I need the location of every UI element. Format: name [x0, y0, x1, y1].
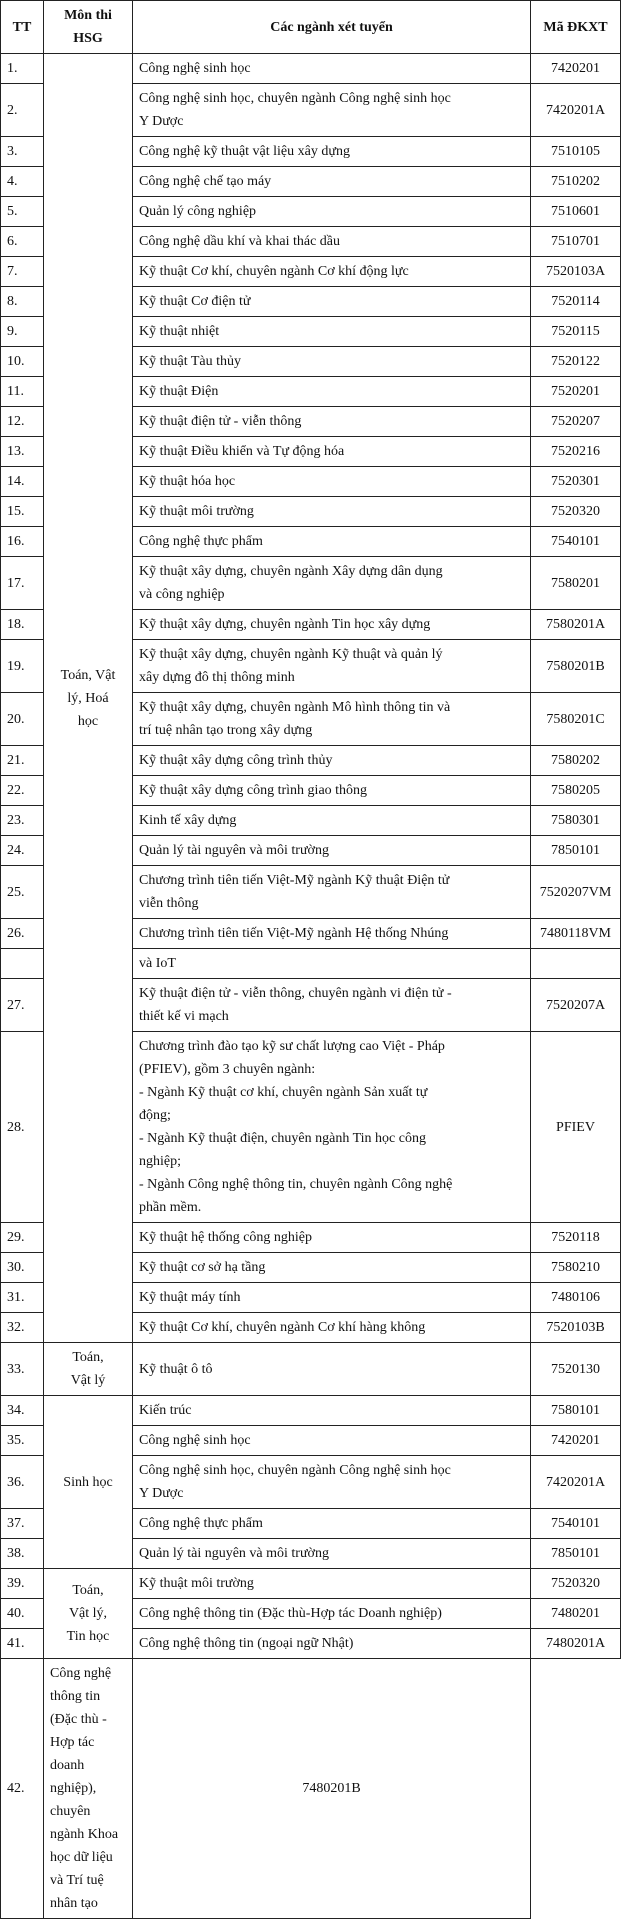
- major-line: Kỹ thuật hóa học: [139, 474, 236, 489]
- major-cell: [133, 1599, 531, 1629]
- code-cell: 7520130: [531, 1343, 621, 1396]
- major-line: Kỹ thuật điện tử - viễn thông: [139, 414, 302, 429]
- major-line: Kỹ thuật nhiệt: [139, 324, 220, 339]
- major-cell: [133, 746, 531, 776]
- major-line: Quản lý công nghiệp: [139, 204, 257, 219]
- major-line: Kỹ thuật ô tô: [139, 1361, 213, 1377]
- major-line: Kỹ thuật xây dựng công trình giao thông: [139, 783, 368, 798]
- code-cell: 7510601: [531, 197, 621, 227]
- major-line: Chương trình đào tạo kỹ sư chất lượng cao Việt - Pháp: [139, 1039, 445, 1054]
- row-number: 31.: [1, 1283, 44, 1313]
- major-line: thiết kế vi mạch: [139, 1009, 229, 1024]
- major-cell: [133, 137, 531, 167]
- row-number: 8.: [1, 287, 44, 317]
- subject-line: Toán,: [72, 1583, 104, 1598]
- row-number: 39.: [1, 1569, 44, 1599]
- row-number: 41.: [1, 1629, 44, 1659]
- major-line: Công nghệ thực phẩm: [139, 534, 263, 549]
- code-cell: 7420201: [531, 1426, 621, 1456]
- table-row: [1, 1396, 621, 1426]
- major-cell: [133, 1509, 531, 1539]
- major-cell: [133, 84, 531, 137]
- major-line: Kỹ thuật Điện: [139, 384, 219, 399]
- major-cell: [133, 54, 531, 84]
- row-number: 36.: [1, 1456, 44, 1509]
- code-cell: 7580210: [531, 1253, 621, 1283]
- subject-line: Tin học: [66, 1629, 110, 1644]
- row-number: 1.: [1, 54, 44, 84]
- row-number: 3.: [1, 137, 44, 167]
- subject-line: lý, Hoá: [67, 690, 109, 706]
- row-number: 28.: [1, 1032, 44, 1223]
- major-line: Y Dược: [139, 1486, 184, 1501]
- major-cell: [133, 1283, 531, 1313]
- major-line: Kỹ thuật xây dựng, chuyên ngành Kỹ thuật và quản lý: [139, 647, 443, 662]
- major-line: - Ngành Công nghệ thông tin, chuyên ngành Công nghệ: [139, 1177, 453, 1192]
- code-cell: 7520320: [531, 1569, 621, 1599]
- code-cell: [531, 949, 621, 979]
- major-line: Chương trình tiên tiến Việt-Mỹ ngành Hệ thống Nhúng: [139, 926, 449, 941]
- major-line: Kỹ thuật xây dựng, chuyên ngành Mô hình thông tin và: [139, 700, 451, 715]
- row-number: 23.: [1, 806, 44, 836]
- major-cell: [133, 467, 531, 497]
- major-line: và công nghiệp: [139, 587, 225, 602]
- major-cell: [133, 1426, 531, 1456]
- major-line: Công nghệ sinh học, chuyên ngành Công nghệ sinh học: [139, 91, 451, 106]
- code-cell: 7520103A: [531, 257, 621, 287]
- major-cell: [133, 527, 531, 557]
- subject-cell: [44, 1343, 133, 1396]
- major-line: Kỹ thuật Cơ khí, chuyên ngành Cơ khí hàng không: [139, 1320, 426, 1335]
- header-subject: [44, 1, 133, 54]
- subject-cell: [44, 1569, 133, 1659]
- header-subject-line: Môn thi: [64, 8, 112, 23]
- code-cell: 7480201A: [531, 1629, 621, 1659]
- major-line: Y Dược: [139, 114, 184, 129]
- row-number: 7.: [1, 257, 44, 287]
- code-cell: 7520207: [531, 407, 621, 437]
- row-number: 32.: [1, 1313, 44, 1343]
- table-row: [1, 1343, 621, 1396]
- major-cell: [133, 776, 531, 806]
- major-cell: [133, 1569, 531, 1599]
- code-cell: 7420201A: [531, 1456, 621, 1509]
- major-cell: [133, 836, 531, 866]
- code-cell: 7580201A: [531, 610, 621, 640]
- major-line: Công nghệ sinh học: [139, 61, 251, 76]
- major-line: Quản lý tài nguyên và môi trường: [139, 843, 329, 858]
- major-cell: [133, 1223, 531, 1253]
- major-cell: [133, 1343, 531, 1396]
- major-cell: [133, 257, 531, 287]
- code-cell: 7580205: [531, 776, 621, 806]
- major-cell: [133, 557, 531, 610]
- code-cell: 7480201B: [133, 1659, 531, 1919]
- subject-cell: [44, 1396, 133, 1569]
- code-cell: 7520201: [531, 377, 621, 407]
- major-cell: [133, 1032, 531, 1223]
- row-number: 42.: [1, 1659, 44, 1919]
- code-cell: 7520301: [531, 467, 621, 497]
- major-line: Kỹ thuật Cơ điện tử: [139, 294, 251, 309]
- code-cell: 7580301: [531, 806, 621, 836]
- major-line: Kỹ thuật môi trường: [139, 504, 254, 519]
- major-line: Kỹ thuật Cơ khí, chuyên ngành Cơ khí động lực: [139, 264, 409, 279]
- subject-line: Sinh học: [63, 1474, 113, 1490]
- table-row: [1, 1659, 621, 1919]
- major-line: Kỹ thuật môi trường: [139, 1576, 254, 1591]
- code-cell: PFIEV: [531, 1032, 621, 1223]
- row-number: 13.: [1, 437, 44, 467]
- major-cell: [133, 693, 531, 746]
- major-cell: [133, 317, 531, 347]
- major-cell: [133, 167, 531, 197]
- major-line: Công nghệ kỹ thuật vật liệu xây dựng: [139, 144, 350, 159]
- major-cell: [133, 197, 531, 227]
- header-row: [1, 1, 621, 54]
- major-line: Công nghệ thông tin (Đặc thù - Hợp tác doanh nghiệp),: [50, 1666, 112, 1796]
- major-line: Kinh tế xây dựng: [139, 813, 237, 828]
- major-line: Chương trình tiên tiến Việt-Mỹ ngành Kỹ thuật Điện tử: [139, 873, 450, 888]
- row-number: 34.: [1, 1396, 44, 1426]
- major-line: Kỹ thuật máy tính: [139, 1290, 241, 1305]
- major-cell: [133, 979, 531, 1032]
- major-line: Công nghệ chế tạo máy: [139, 174, 272, 189]
- major-line: - Ngành Kỹ thuật cơ khí, chuyên ngành Sản xuất tự: [139, 1085, 428, 1100]
- row-number: 38.: [1, 1539, 44, 1569]
- code-cell: 7520118: [531, 1223, 621, 1253]
- subject-cell: [44, 54, 133, 1343]
- code-cell: 7520122: [531, 347, 621, 377]
- code-cell: 7520320: [531, 497, 621, 527]
- row-number: 19.: [1, 640, 44, 693]
- major-line: (PFIEV), gồm 3 chuyên ngành:: [139, 1062, 316, 1077]
- major-cell: [133, 1629, 531, 1659]
- row-number: 10.: [1, 347, 44, 377]
- code-cell: 7540101: [531, 1509, 621, 1539]
- code-cell: 7510105: [531, 137, 621, 167]
- major-line: nghiệp;: [139, 1154, 181, 1169]
- header-tt: TT: [1, 1, 44, 54]
- major-cell: [133, 437, 531, 467]
- major-line: viễn thông: [139, 896, 199, 911]
- row-number: 26.: [1, 919, 44, 949]
- row-number: 33.: [1, 1343, 44, 1396]
- major-line: Kỹ thuật xây dựng, chuyên ngành Xây dựng dân dụng: [139, 564, 443, 579]
- major-cell: [133, 287, 531, 317]
- major-line: chuyên ngành Khoa học dữ liệu và Trí tuệ nhân tạo: [50, 1804, 119, 1911]
- major-line: Kỹ thuật Tàu thủy: [139, 354, 242, 369]
- major-cell: [133, 497, 531, 527]
- code-cell: 7580202: [531, 746, 621, 776]
- major-line: và IoT: [139, 956, 176, 971]
- major-line: Công nghệ thông tin (ngoại ngữ Nhật): [139, 1636, 354, 1651]
- major-line: Công nghệ dầu khí và khai thác dầu: [139, 234, 341, 249]
- row-number: 30.: [1, 1253, 44, 1283]
- code-cell: 7420201A: [531, 84, 621, 137]
- row-number: 4.: [1, 167, 44, 197]
- row-number: 9.: [1, 317, 44, 347]
- code-cell: 7580201B: [531, 640, 621, 693]
- code-cell: 7510701: [531, 227, 621, 257]
- row-number: 11.: [1, 377, 44, 407]
- code-cell: 7520216: [531, 437, 621, 467]
- major-cell: [133, 1539, 531, 1569]
- major-line: Kỹ thuật xây dựng, chuyên ngành Tin học xây dựng: [139, 617, 431, 632]
- major-cell: [133, 347, 531, 377]
- major-cell: [133, 806, 531, 836]
- row-number: 14.: [1, 467, 44, 497]
- row-number: 12.: [1, 407, 44, 437]
- major-cell: [133, 1396, 531, 1426]
- table-row: [1, 54, 621, 84]
- major-cell: [133, 1456, 531, 1509]
- row-number: 29.: [1, 1223, 44, 1253]
- code-cell: 7520115: [531, 317, 621, 347]
- major-line: Công nghệ thông tin (Đặc thù-Hợp tác Doanh nghiệp): [139, 1606, 442, 1621]
- major-line: động;: [139, 1108, 171, 1123]
- major-line: Công nghệ sinh học: [139, 1433, 251, 1448]
- row-number: 2.: [1, 84, 44, 137]
- code-cell: 7510202: [531, 167, 621, 197]
- code-cell: 7480106: [531, 1283, 621, 1313]
- row-number: 5.: [1, 197, 44, 227]
- major-line: trí tuệ nhân tạo trong xây dựng: [139, 723, 313, 738]
- major-cell: [133, 407, 531, 437]
- code-cell: 7520207VM: [531, 866, 621, 919]
- row-number: 6.: [1, 227, 44, 257]
- code-cell: 7540101: [531, 527, 621, 557]
- row-number: 16.: [1, 527, 44, 557]
- code-cell: 7520103B: [531, 1313, 621, 1343]
- row-number: 22.: [1, 776, 44, 806]
- major-line: Công nghệ thực phẩm: [139, 1516, 263, 1531]
- major-cell: [133, 866, 531, 919]
- code-cell: 7480118VM: [531, 919, 621, 949]
- code-cell: 7580201C: [531, 693, 621, 746]
- major-cell: [133, 640, 531, 693]
- row-number: 25.: [1, 866, 44, 919]
- major-cell: [133, 949, 531, 979]
- major-line: Kỹ thuật điện tử - viễn thông, chuyên ngành vi điện tử -: [139, 986, 452, 1001]
- code-cell: 7520114: [531, 287, 621, 317]
- major-cell: [133, 610, 531, 640]
- major-line: Kiến trúc: [139, 1403, 192, 1418]
- row-number: 15.: [1, 497, 44, 527]
- major-line: xây dựng đô thị thông minh: [139, 670, 295, 685]
- major-cell: [133, 227, 531, 257]
- subject-line: Vật lý: [70, 1373, 106, 1388]
- header-code: Mã ĐKXT: [531, 1, 621, 54]
- major-cell: [133, 919, 531, 949]
- code-cell: 7420201: [531, 54, 621, 84]
- major-line: Kỹ thuật xây dựng công trình thủy: [139, 753, 333, 768]
- subject-line: học: [77, 713, 99, 729]
- subject-line: Toán, Vật: [60, 667, 116, 683]
- major-line: Kỹ thuật Điều khiển và Tự động hóa: [139, 444, 345, 459]
- header-subject-line: HSG: [73, 31, 103, 46]
- major-cell: [133, 1313, 531, 1343]
- subject-line: Vật lý,: [68, 1606, 108, 1621]
- major-line: Công nghệ sinh học, chuyên ngành Công nghệ sinh học: [139, 1463, 451, 1478]
- major-cell: [44, 1659, 133, 1919]
- table-row: [1, 1569, 621, 1599]
- major-cell: [133, 1253, 531, 1283]
- header-major: Các ngành xét tuyển: [133, 1, 531, 54]
- code-cell: 7520207A: [531, 979, 621, 1032]
- code-cell: 7850101: [531, 836, 621, 866]
- row-number: 21.: [1, 746, 44, 776]
- major-line: - Ngành Kỹ thuật điện, chuyên ngành Tin học công: [139, 1131, 426, 1146]
- row-number: [1, 949, 44, 979]
- row-number: 18.: [1, 610, 44, 640]
- code-cell: 7580101: [531, 1396, 621, 1426]
- major-line: Kỹ thuật cơ sở hạ tầng: [139, 1260, 266, 1275]
- row-number: 20.: [1, 693, 44, 746]
- major-line: phần mềm.: [139, 1200, 202, 1215]
- major-line: Quản lý tài nguyên và môi trường: [139, 1546, 329, 1561]
- code-cell: 7850101: [531, 1539, 621, 1569]
- code-cell: 7580201: [531, 557, 621, 610]
- major-cell: [133, 377, 531, 407]
- code-cell: 7480201: [531, 1599, 621, 1629]
- major-line: Kỹ thuật hệ thống công nghiệp: [139, 1230, 313, 1245]
- row-number: 27.: [1, 979, 44, 1032]
- subject-line: Toán,: [72, 1350, 104, 1365]
- row-number: 17.: [1, 557, 44, 610]
- row-number: 35.: [1, 1426, 44, 1456]
- row-number: 37.: [1, 1509, 44, 1539]
- row-number: 24.: [1, 836, 44, 866]
- row-number: 40.: [1, 1599, 44, 1629]
